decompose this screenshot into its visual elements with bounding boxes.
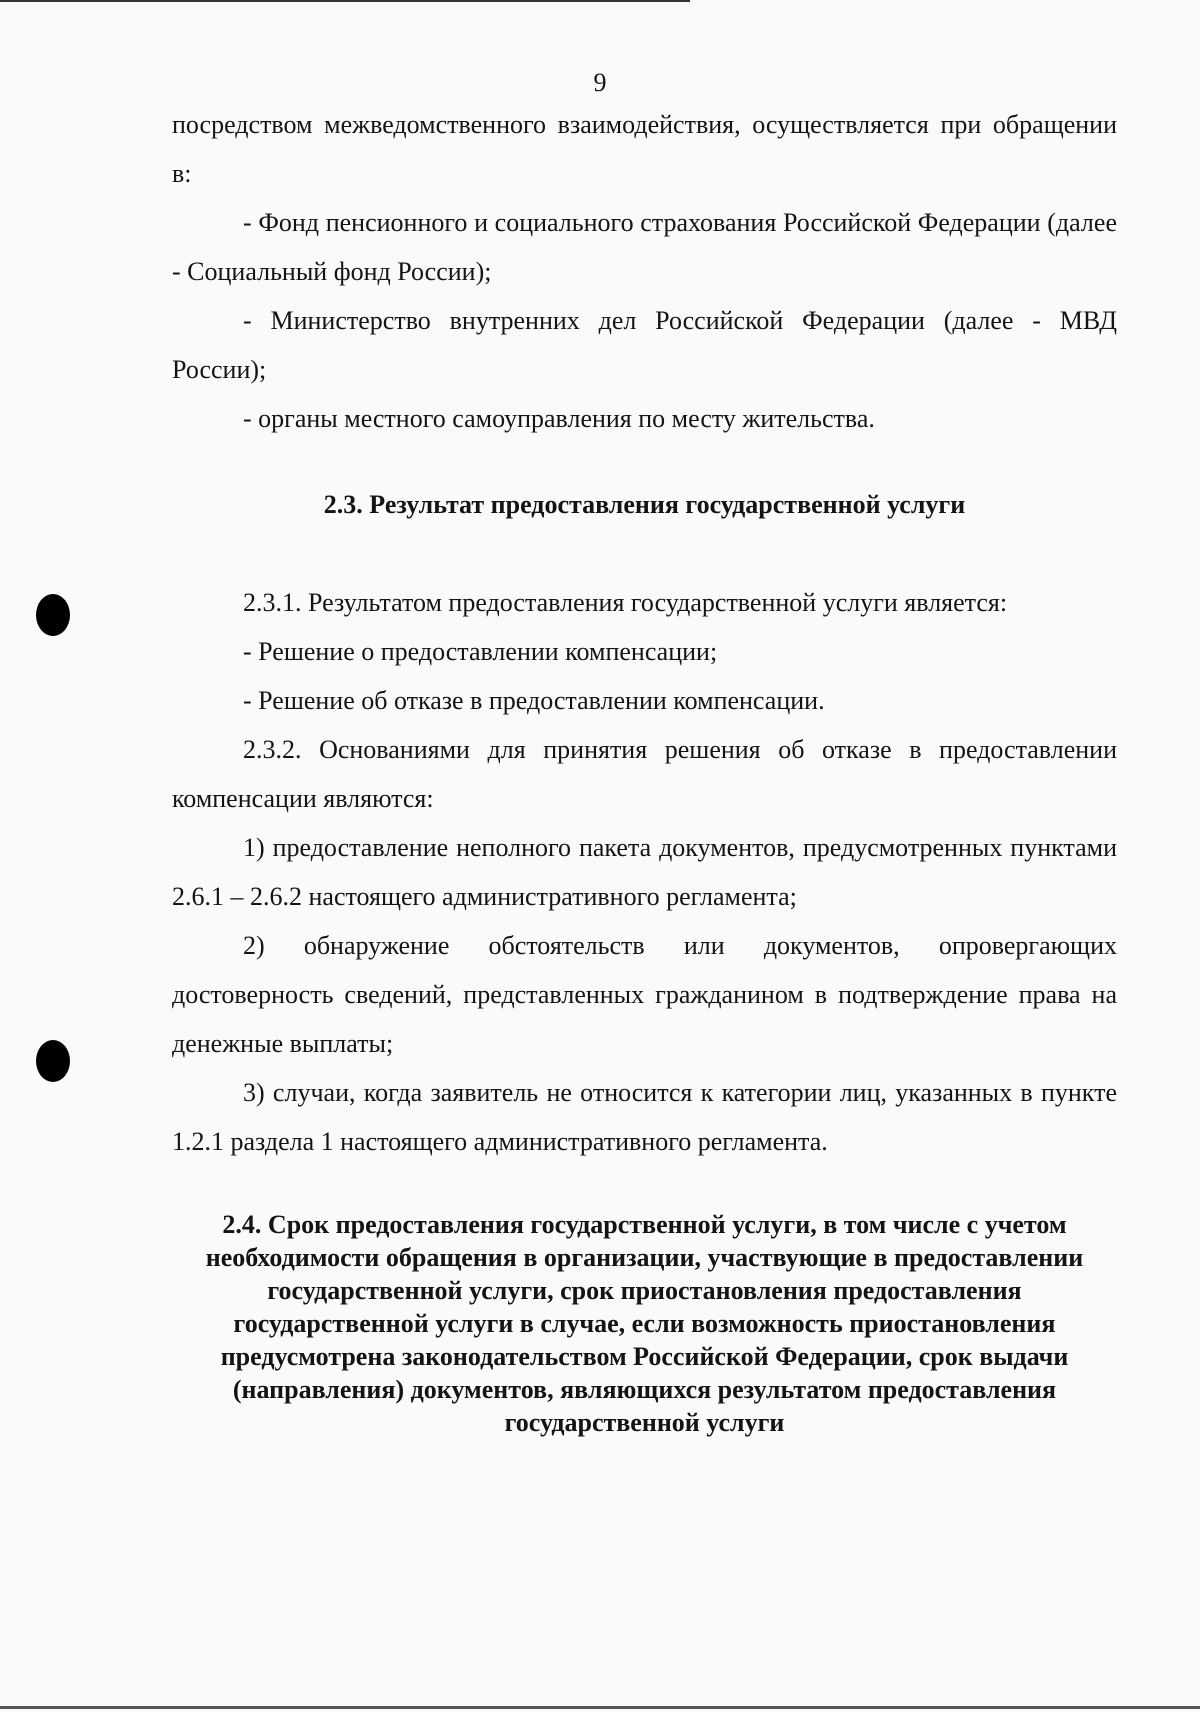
- punch-hole-top: [36, 594, 70, 636]
- paragraph-decision-grant: - Решение о предоставлении компенсации;: [243, 637, 718, 666]
- heading-2-3: 2.3. Результат предоставления государственной услуги: [323, 490, 966, 519]
- paragraph-2-3-2: 2.3.2. Основаниями для принятия решения об отказе в предоставлении компенсации являются:: [172, 735, 1117, 813]
- page-number: 9: [593, 68, 607, 97]
- intro-block: [172, 100, 1117, 443]
- paragraph-2-3-1: 2.3.1. Результатом предоставления государственной услуги является:: [243, 588, 1008, 617]
- paragraph-intro: посредством межведомственного взаимодействия, осуществляется при обращении в:: [172, 110, 1117, 188]
- section-2-3-block: [172, 578, 1117, 1166]
- paragraph-local-government: - органы местного самоуправления по месту жительства.: [243, 404, 875, 433]
- paragraph-decision-refusal: - Решение об отказе в предоставлении компенсации.: [243, 686, 825, 715]
- heading-2-4: 2.4. Срок предоставления государственной услуги, в том числе с учетом необходимости обращения в организации, участвующие в предоставлении государственной услуги, срок приостановления предоставления государственной услуги в случае, если возможность приостановления предусмотрена законодательством Российской Федерации, срок выдачи (направления) документов, являющихся результатом предоставления государственной услуги: [205, 1210, 1084, 1437]
- scan-edge-bottom: [0, 1706, 1200, 1709]
- paragraph-mvd: - Министерство внутренних дел Российской Федерации (далее - МВД России);: [172, 306, 1117, 384]
- paragraph-social-fund: - Фонд пенсионного и социального страхования Российской Федерации (далее - Социальный фонд России);: [172, 208, 1117, 286]
- list-item-1: 1) предоставление неполного пакета документов, предусмотренных пунктами 2.6.1 – 2.6.2 настоящего административного регламента;: [172, 833, 1117, 911]
- list-item-2: 2) обнаружение обстоятельств или документов, опровергающих достоверность сведений, представленных гражданином в подтверждение права на денежные выплаты;: [172, 931, 1117, 1058]
- list-item-3: 3) случаи, когда заявитель не относится к категории лиц, указанных в пункте 1.2.1 раздела 1 настоящего административного регламента.: [172, 1078, 1117, 1156]
- punch-hole-bottom: [36, 1040, 70, 1082]
- scan-edge-top: [0, 0, 690, 2]
